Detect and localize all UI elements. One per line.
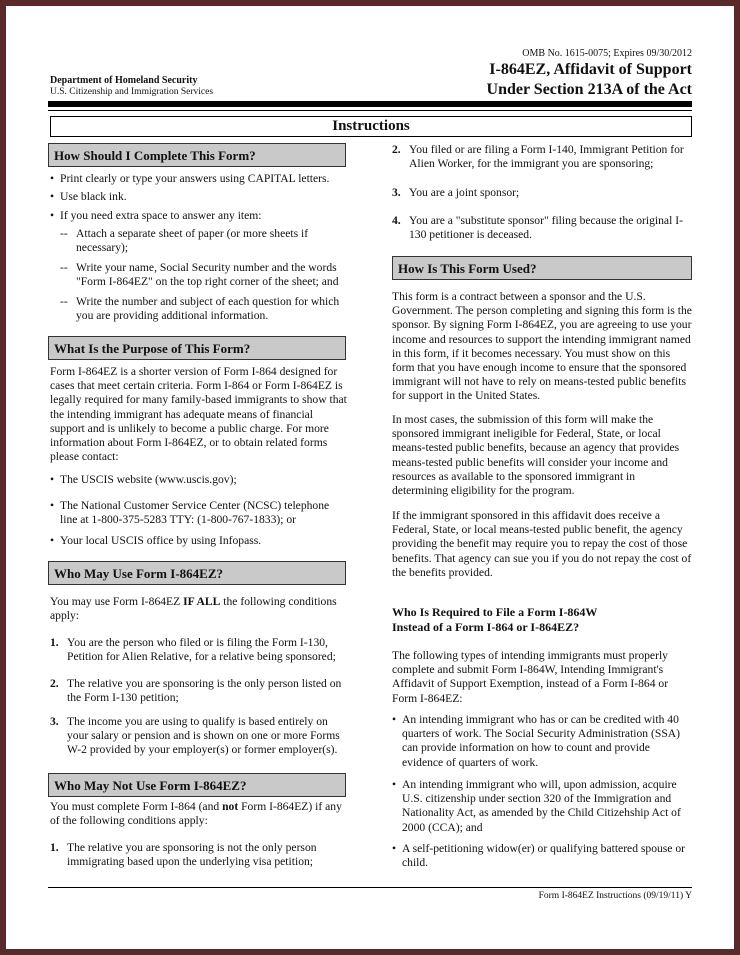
- list-item: • An intending immigrant who has or can be credited with 40 quarters of work. The Social Security Administration (SSA) can provide information on how to count and provide evidence of quarters of work.: [392, 713, 680, 769]
- how-used-paragraph-3: If the immigrant sponsored in this affidavit does receive a Federal, State, or local means-tested public benefit, the agency providing the benefit may require you to repay the cost of those benefits. That agency can sue you if you do not repay the cost of the benefits provided.: [392, 509, 692, 579]
- footer-form-id: Form I-864EZ Instructions (09/19/11) Y: [538, 891, 692, 901]
- list-item: 4. You are a "substitute sponsor" filing because the original I-130 petitioner is deceased.: [392, 214, 683, 242]
- omb-number: OMB No. 1615-0075; Expires 09/30/2012: [522, 48, 692, 59]
- list-item: • If you need extra space to answer any item:: [50, 209, 262, 222]
- i864w-paragraph: The following types of intending immigrants must properly complete and submit Form I-864W, Intending Immigrant's Affidavit of Support Exemption, instead of a Form I-864 or Form I-864EZ:: [392, 649, 669, 705]
- header-thick-rule: [48, 101, 692, 107]
- subheading-i864w: Who Is Required to File a Form I-864W Instead of a Form I-864 or I-864EZ?: [392, 605, 598, 634]
- bullet-icon: •: [392, 842, 397, 855]
- list-item: -- Write the number and subject of each question for which you are providing additional information.: [60, 295, 340, 323]
- section-heading-how-used: How Is This Form Used?: [392, 256, 692, 280]
- bullet-icon: •: [50, 473, 55, 486]
- list-item: -- Write your name, Social Security number and the words "Form I-864EZ" on the top right corner of the sheet; and: [60, 261, 339, 289]
- footer-rule: [48, 887, 692, 888]
- list-item: 3. You are a joint sponsor;: [392, 186, 520, 199]
- list-item: 1. You are the person who filed or is filing the Form I-130, Petition for Alien Relative, for a relative being sponsored;: [50, 636, 336, 664]
- agency-name: Department of Homeland Security: [50, 75, 198, 86]
- subagency-name: U.S. Citizenship and Immigration Services: [50, 87, 214, 97]
- header-thin-rule: [48, 110, 692, 111]
- list-item: • The USCIS website (www.uscis.gov);: [50, 473, 237, 486]
- list-item: • An intending immigrant who will, upon admission, acquire U.S. citizenship under section 320 of the Immigration and Nationality Act, as amended by the Child Citizehship Act of 2000 (CCA); and: [392, 778, 681, 834]
- document-page: [6, 6, 734, 949]
- list-item: -- Attach a separate sheet of paper (or more sheets if necessary);: [60, 227, 309, 255]
- who-may-use-intro: You may use Form I-864EZ IF ALL the following conditions apply:: [50, 595, 337, 623]
- list-item: • Your local USCIS office by using Infopass.: [50, 534, 262, 547]
- bullet-icon: •: [50, 209, 55, 222]
- list-item: • The National Customer Service Center (NCSC) telephone line at 1-800-375-5283 TTY: (1-800-767-1833); or: [50, 499, 330, 527]
- section-heading-purpose: What Is the Purpose of This Form?: [48, 336, 346, 360]
- list-item: 1. The relative you are sponsoring is not the only person immigrating based upon the underlying visa petition;: [50, 841, 317, 869]
- list-item: 2. You filed or are filing a Form I-140, Immigrant Petition for Alien Worker, for the immigrant you are sponsoring;: [392, 143, 684, 171]
- form-title: I-864EZ, Affidavit of Support: [489, 61, 692, 78]
- list-item: • Use black ink.: [50, 190, 127, 203]
- list-item: • A self-petitioning widow(er) or qualifying battered spouse or child.: [392, 842, 686, 870]
- section-heading-how-complete: How Should I Complete This Form?: [48, 143, 346, 167]
- instructions-banner: Instructions: [50, 116, 692, 137]
- purpose-paragraph: Form I-864EZ is a shorter version of Form I-864 designed for cases that meet certain criteria. Form I-864 or Form I-864EZ is legally required for many family-based immigrants to show that the intending immigrant has adequate means of financial support and is unlikely to become a public charge. For more information about Form I-864EZ, or to obtain related forms please contact:: [50, 365, 347, 464]
- bullet-icon: •: [50, 190, 55, 203]
- section-heading-who-may-use: Who May Use Form I-864EZ?: [48, 561, 346, 585]
- bullet-icon: •: [50, 172, 55, 185]
- bullet-icon: •: [392, 778, 397, 791]
- bullet-icon: •: [50, 499, 55, 512]
- list-item: 2. The relative you are sponsoring is the only person listed on the Form I-130 petition;: [50, 677, 342, 705]
- list-item: • Print clearly or type your answers using CAPITAL letters.: [50, 172, 330, 185]
- bullet-icon: •: [392, 713, 397, 726]
- how-used-paragraph-2: In most cases, the submission of this form will make the sponsored immigrant ineligible for Federal, State, or local means-tested public benefits, because an agency that provides means-tested public benefits will consider your income and resources as available to the sponsored immigrant in determining eligibility for the program.: [392, 413, 680, 498]
- list-item: 3. The income you are using to qualify is based entirely on your salary or pension and is shown on one or more Forms W-2 provided by your employer(s) or former employer(s).: [50, 715, 340, 757]
- section-heading-who-may-not-use: Who May Not Use Form I-864EZ?: [48, 773, 346, 797]
- bullet-icon: •: [50, 534, 55, 547]
- who-may-not-use-intro: You must complete Form I-864 (and not Form I-864EZ) if any of the following conditions apply:: [50, 800, 342, 828]
- how-used-paragraph-1: This form is a contract between a sponsor and the U.S. Government. The person completing and signing this form is the sponsor. By signing Form I-864EZ, you are agreeing to use your income and resources to support the intending immigrant named in this form, if it becomes necessary. You must show on this form that you have enough income to ensure that the sponsored immigrant will not have to rely on means-tested public benefits for support in the United States.: [392, 290, 692, 403]
- form-subtitle: Under Section 213A of the Act: [486, 81, 692, 98]
